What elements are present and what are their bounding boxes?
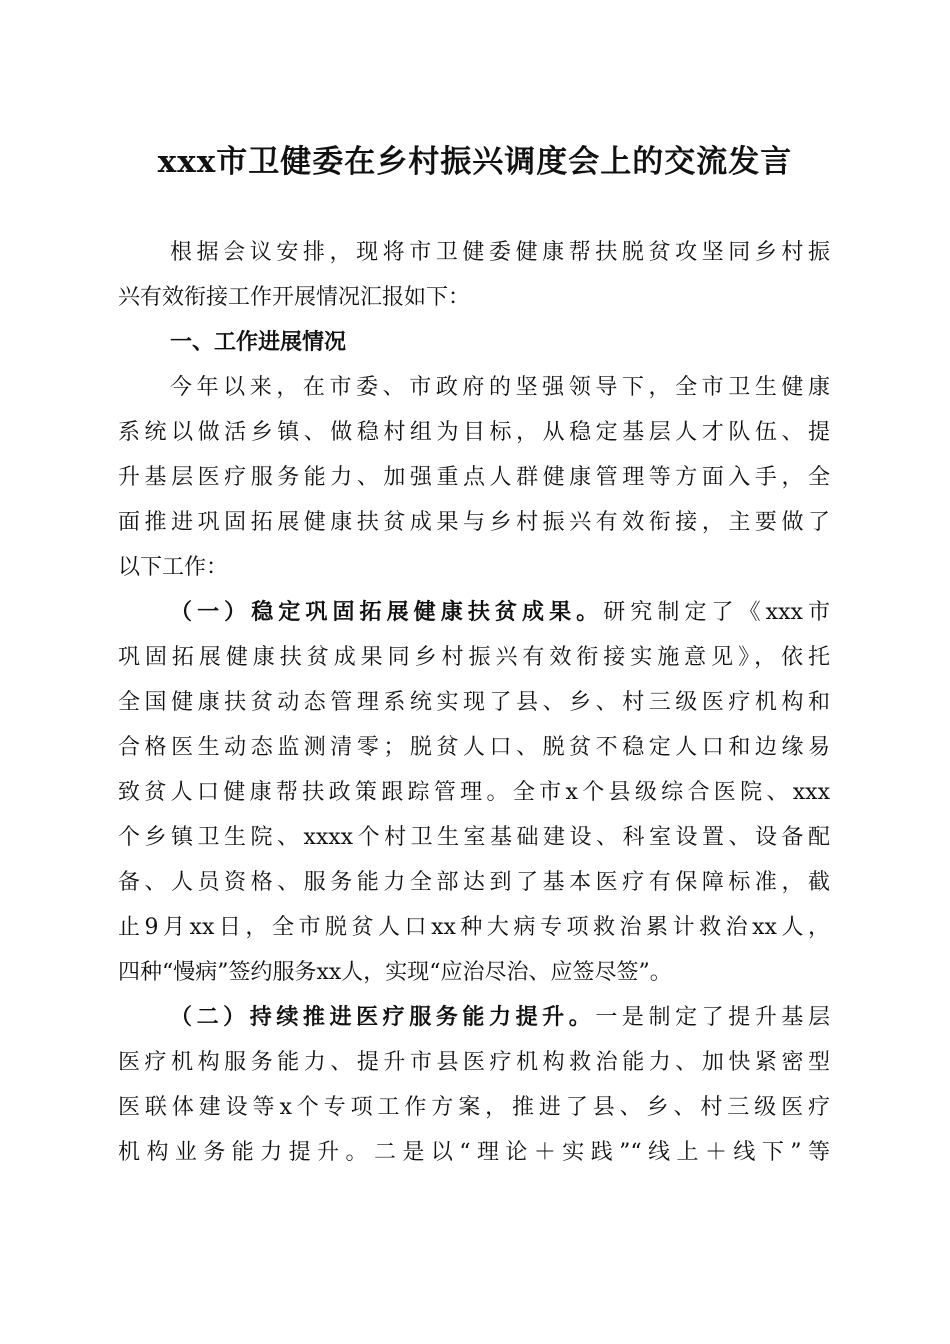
paragraph-line: 医疗机构服务能力、提升市县医疗机构救治能力、加快紧密型 <box>118 1050 830 1075</box>
paragraph-line: 备、人员资格、服务能力全部达到了基本医疗有保障标准，截 <box>118 870 830 895</box>
document-body <box>118 230 830 1175</box>
paragraph-line: 系统以做活乡镇、做稳村组为目标，从稳定基层人才队伍、提 <box>118 420 830 445</box>
paragraph-line: 以下工作： <box>118 555 229 580</box>
paragraph-line: 致贫人口健康帮扶政策跟踪管理。全市x个县级综合医院、xxx <box>118 780 830 805</box>
paragraph-line: 面推进巩固拓展健康扶贫成果与乡村振兴有效衔接，主要做了 <box>118 510 830 535</box>
intro-line: 根据会议安排，现将市卫健委健康帮扶脱贫攻坚同乡村振 <box>170 240 830 265</box>
paragraph-line: 合格医生动态监测清零；脱贫人口、脱贫不稳定人口和边缘易 <box>118 735 830 760</box>
subsection-title: （二）持续推进医疗服务能力提升。 <box>170 1004 596 1030</box>
paragraph-line: 升基层医疗服务能力、加强重点人群健康管理等方面入手，全 <box>118 465 830 490</box>
paragraph-line: 个乡镇卫生院、xxxx个村卫生室基础建设、科室设置、设备配 <box>118 825 830 850</box>
paragraph-line: 今年以来，在市委、市政府的坚强领导下，全市卫生健康 <box>170 375 830 400</box>
subsection-first-line <box>118 995 830 1040</box>
subsection-title: （一）稳定巩固拓展健康扶贫成果。 <box>170 599 604 625</box>
subsection-text: 研究制定了《xxx市 <box>603 600 830 625</box>
intro-line: 兴有效衔接工作开展情况汇报如下： <box>118 285 471 310</box>
subsection-text: 一是制定了提升基层 <box>595 1005 830 1030</box>
paragraph-line: 止9月xx日，全市脱贫人口xx种大病专项救治累计救治xx人， <box>118 915 830 940</box>
paragraph-line: 四种“慢病”签约服务xx人，实现“应治尽治、应签尽签”。 <box>118 960 672 985</box>
subsection-first-line <box>118 590 830 635</box>
section-heading: 一、工作进展情况 <box>170 330 347 355</box>
paragraph-line: 全国健康扶贫动态管理系统实现了县、乡、村三级医疗机构和 <box>118 690 830 715</box>
paragraph-line: 医联体建设等x个专项工作方案，推进了县、乡、村三级医疗 <box>118 1095 830 1120</box>
paragraph-line: 机构业务能力提升。二是以“理论＋实践”“线上＋线下”等 <box>118 1140 830 1165</box>
document-title: xxx市卫健委在乡村振兴调度会上的交流发言 <box>157 144 793 180</box>
paragraph-line: 巩固拓展健康扶贫成果同乡村振兴有效衔接实施意见》，依托 <box>118 645 830 670</box>
